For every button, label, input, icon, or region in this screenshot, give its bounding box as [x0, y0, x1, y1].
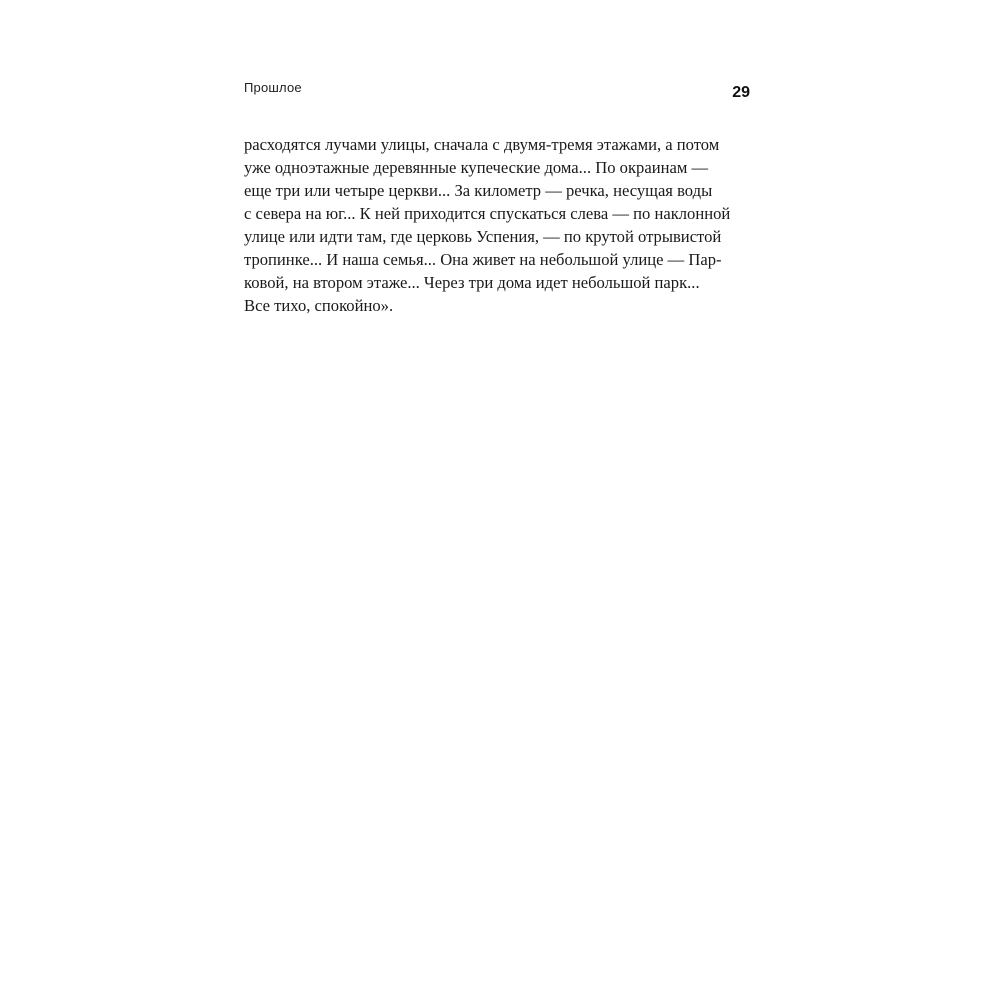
text-line: с севера на юг... К ней приходится спускаться слева — по наклонной — [244, 204, 731, 223]
running-head: Прошлое — [244, 80, 302, 95]
text-line: еще три или четыре церкви... За километр — речка, несущая воды — [244, 181, 713, 200]
text-line: расходятся лучами улицы, сначала с двумя-тремя этажами, а потом — [244, 135, 720, 154]
body-paragraph — [244, 133, 784, 317]
text-line: уже одноэтажные деревянные купеческие дома... По окраинам — — [244, 158, 709, 177]
text-line: улице или идти там, где церковь Успения, — по крутой отрывистой — [244, 227, 722, 246]
page-number: 29 — [732, 84, 750, 101]
text-line: Все тихо, спокойно». — [244, 296, 394, 315]
text-line: тропинке... И наша семья... Она живет на небольшой улице — Пар- — [244, 250, 722, 269]
text-line: ковой, на втором этаже... Через три дома идет небольшой парк... — [244, 273, 700, 292]
